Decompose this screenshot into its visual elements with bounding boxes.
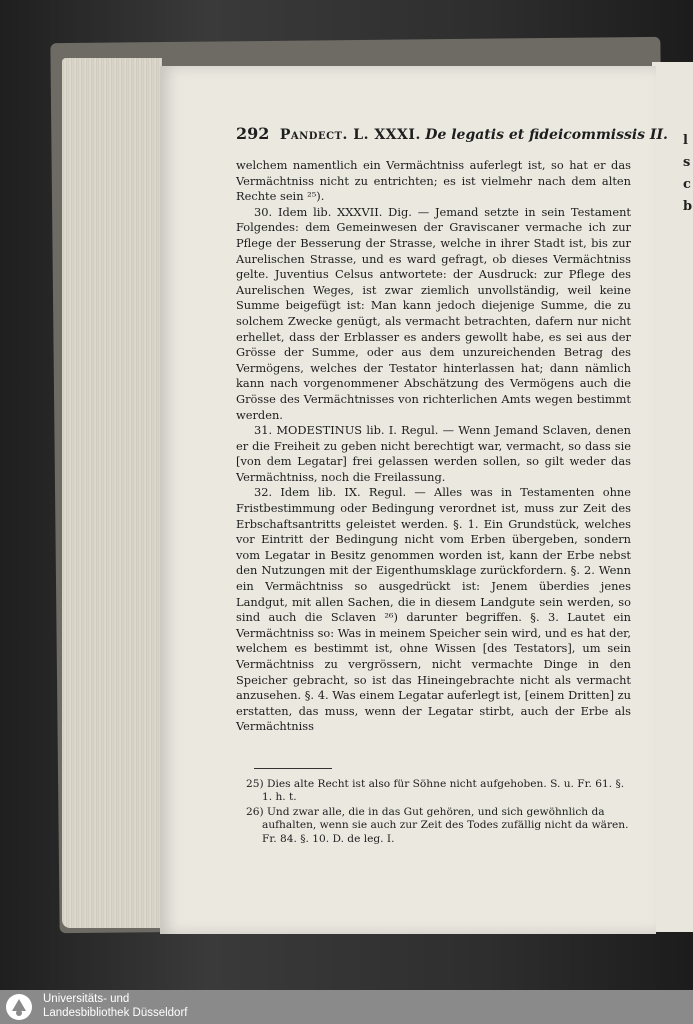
paragraph: 31. MODESTINUS lib. I. Regul. — Wenn Jemand Sclaven, denen er die Freiheit zu geben nicht berechtigt war, vermacht, so dass sie [von dem Legatar] frei gelassen werden sollen, so gilt weder das Vermächtniss, noch die Freilassung. xyxy=(236,423,631,484)
paragraph: welchem namentlich ein Vermächtniss auferlegt ist, so hat er das Vermächtniss nicht zu entrichten; es ist vielmehr nach dem alten Rechte sein ²⁵). xyxy=(236,158,631,204)
footnote-divider xyxy=(254,768,332,769)
library-logo-icon xyxy=(5,993,33,1021)
facing-letter: l xyxy=(683,133,688,148)
running-title: Pandect. L. XXXI. xyxy=(279,127,421,143)
facing-letter: s xyxy=(683,155,691,170)
paragraph: 30. Idem lib. XXXVII. Dig. — Jemand setzte in sein Testament Folgendes: dem Gemeinwesen der Graviscaner vermache ich zur Pflege der Besserung der Strasse, welche in ihrer Stadt ist, bis zur Aurelischen Strasse, und es ward gefragt, ob dieses Vermächtniss gelte. Juventius Celsus antwortete: der Ausdruck: zur Pflege des Aurelischen Weges, ist zwar ziemlich unvollständig, weil keine Summe beigefügt ist: Man kann jedoch diejenige Summe, die zu solchem Zwecke genügt, als vermacht betrachten, dafern nur nicht erhellet, dass der Erblasser es anders gewollt habe, es sei aus der Grösse der Summe, oder aus dem unzureichenden Betrag des Vermögens, welches der Testator hinterlassen hat; dann nämlich kann nach vorgenommener Abschätzung des Vermögens auch die Grösse des Vermächtnisses von richterlichen Amts wegen bestimmt werden. xyxy=(236,204,631,422)
book-page xyxy=(160,66,668,934)
footnotes xyxy=(246,778,634,847)
library-footer xyxy=(0,990,693,1024)
footer-line-2: Landesbibliothek Düsseldorf xyxy=(43,1007,188,1019)
page-body xyxy=(236,158,631,735)
footnote: 25) Dies alte Recht ist also für Söhne nicht aufgehoben. S. u. Fr. 61. §. 1. h. t. xyxy=(246,778,625,804)
page-header xyxy=(236,124,668,143)
facing-page-letters xyxy=(683,130,692,218)
facing-letter: b xyxy=(683,199,693,214)
footer-line-1: Universitäts- und xyxy=(43,993,130,1005)
page-number: 292 xyxy=(236,124,270,143)
footnote: 26) Und zwar alle, die in das Gut gehören, und sich gewöhnlich da aufhalten, wenn sie auch zur Zeit des Todes zufällig nicht da wären. Fr. 84. §. 10. D. de leg. I. xyxy=(246,805,629,845)
section-title: De legatis et fideicommissis II. xyxy=(425,127,668,143)
paragraph: 32. Idem lib. IX. Regul. — Alles was in Testamenten ohne Fristbestimmung oder Bedingung verordnet ist, muss zur Zeit des Erbschaftsantritts geleistet werden. §. 1. Ein Grundstück, welches vor Eintritt der Bedingung nicht vom Erben übergeben, sondern vom Legatar in Besitz genommen worden ist, kann der Erbe nebst den Nutzungen mit der Eigenthumsklage zurückfordern. §. 2. Wenn ein Vermächtniss so ausgedrückt ist: Jenem überdies jenes Landgut, mit allen Sachen, die in diesem Landgute sein werden, so sind auch die Sclaven ²⁶) darunter begriffen. §. 3. Lautet ein Vermächtniss so: Was in meinem Speicher sein wird, und es hat der, welchem es bestimmt ist, ohne Wissen [des Testators], um sein Vermächtniss zu vergrössern, nicht vermachte Dinge in den Speicher gebracht, so ist das Hineingebrachte nicht als vermacht anzusehen. §. 4. Was einem Legatar auferlegt ist, [einem Dritten] zu erstatten, das muss, wenn der Legatar stirbt, auch der Erbe als Vermächtniss xyxy=(236,485,631,734)
page-edges xyxy=(62,58,162,928)
facing-letter: c xyxy=(683,177,691,192)
